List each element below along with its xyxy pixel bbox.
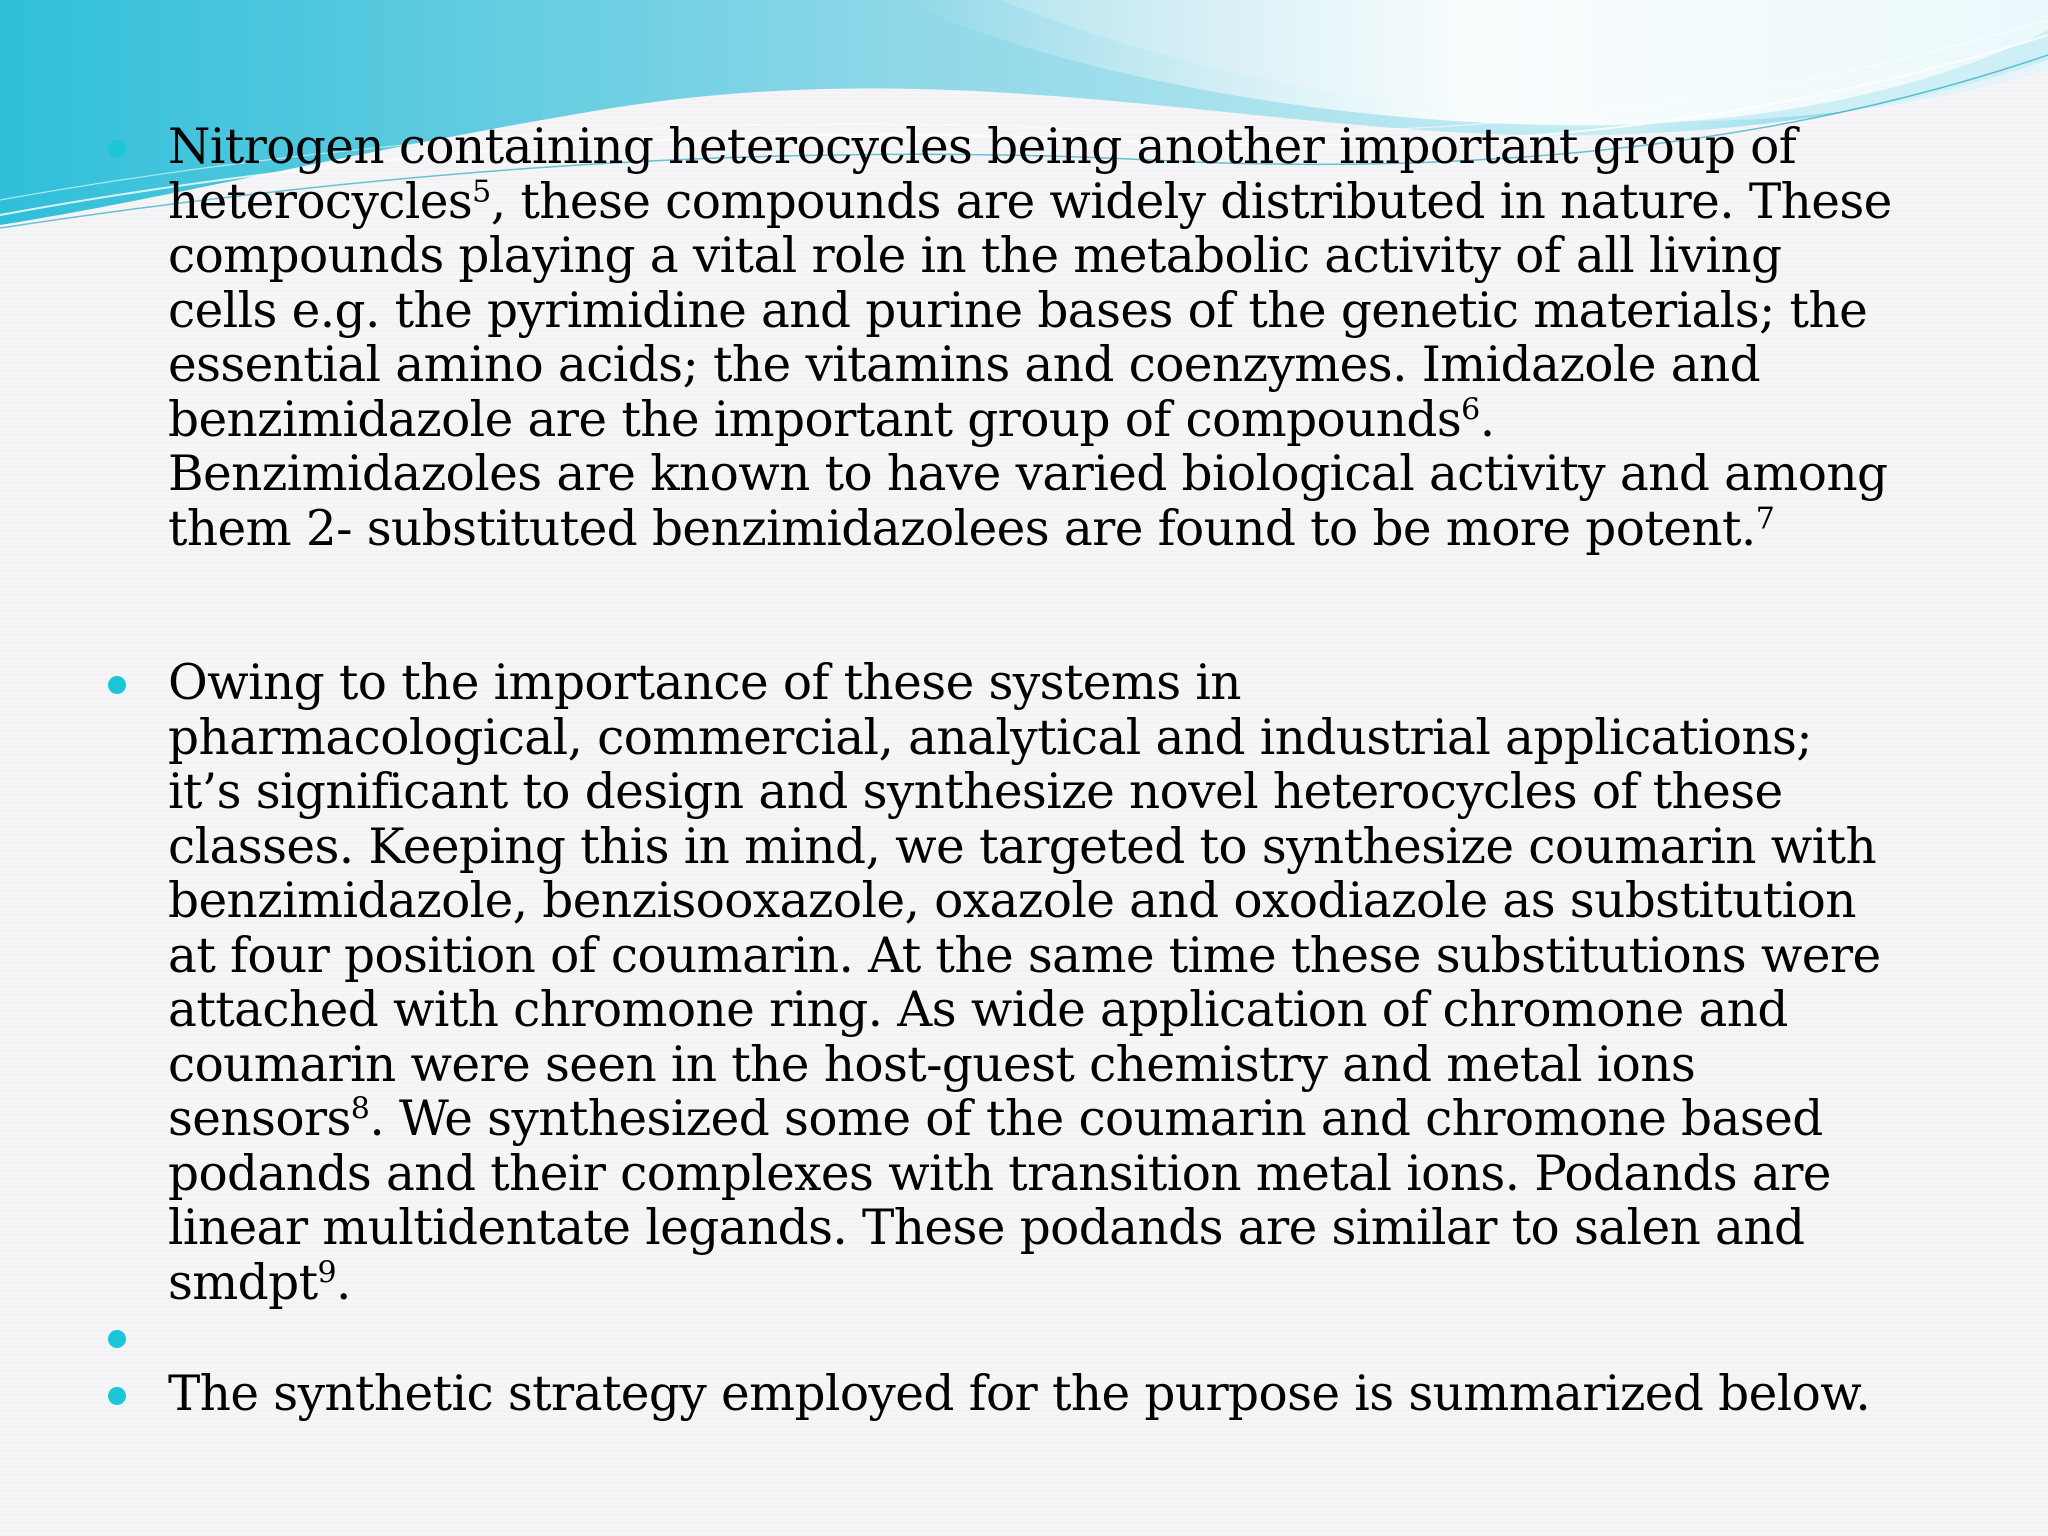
text-line (168, 765, 2008, 820)
text-segment: coumarin were seen in the host-guest chemistry and metal ions (168, 1036, 1696, 1093)
bullet-3-empty (108, 1310, 2008, 1365)
text-line (168, 1147, 2008, 1202)
text-segment: benzimidazole, benzisooxazole, oxazole and oxodiazole as substitution (168, 873, 1856, 929)
text-line (168, 338, 2008, 393)
bullet-dot-icon (108, 140, 126, 158)
text-line (168, 1038, 2008, 1093)
text-line (168, 929, 2008, 984)
text-segment: cells e.g. the pyrimidine and purine bases of the genetic materials; the (168, 282, 1868, 339)
text-segment: pharmacological, commercial, analytical and industrial applications; (168, 709, 1813, 766)
text-line (168, 711, 2008, 766)
text-line (168, 1092, 2008, 1147)
text-line (168, 229, 2008, 284)
text-line (168, 175, 2008, 230)
text-line (168, 820, 2008, 875)
text-segment: attached with chromone ring. As wide application of chromone and (168, 982, 1788, 1038)
text-line (168, 1201, 2008, 1256)
text-line (168, 120, 2008, 175)
text-segment: . (1479, 391, 1495, 448)
superscript-reference: 7 (1755, 500, 1775, 536)
text-line (168, 284, 2008, 339)
text-segment: smdpt (168, 1254, 318, 1311)
text-line (168, 874, 2008, 929)
text-segment: heterocycles (168, 173, 473, 230)
text-line (168, 1367, 2008, 1422)
text-segment: Owing to the importance of these systems in (168, 655, 1241, 711)
text-segment: The synthetic strategy employed for the purpose is summarized below. (168, 1365, 1871, 1422)
text-segment: . We synthesized some of the coumarin and chromone based (369, 1091, 1823, 1147)
text-line (168, 983, 2008, 1038)
bullet-4 (108, 1367, 2008, 1422)
text-segment: sensors (168, 1091, 351, 1147)
text-segment: Nitrogen containing heterocycles being another important group of (168, 119, 1797, 175)
text-segment: essential amino acids; the vitamins and coenzymes. Imidazole and (168, 337, 1761, 393)
text-segment: it’s significant to design and synthesize novel heterocycles of these (168, 764, 1783, 820)
bullet-dot-icon (108, 1330, 126, 1348)
text-line (168, 502, 2008, 557)
slide-content (108, 120, 2008, 1421)
text-segment: them 2- substituted benzimidazolees are found to be more potent. (168, 500, 1756, 557)
text-segment: linear multidentate legands. These podands are similar to salen and (168, 1200, 1805, 1256)
bullet-dot-icon (108, 1387, 126, 1405)
superscript-reference: 8 (350, 1091, 370, 1127)
superscript-reference: 5 (472, 173, 491, 209)
text-segment: compounds playing a vital role in the metabolic activity of all living (168, 228, 1782, 284)
superscript-reference: 9 (317, 1254, 336, 1290)
text-line (168, 656, 2008, 711)
bullet-2 (108, 656, 2008, 1310)
text-line (168, 1256, 2008, 1311)
text-segment: benzimidazole are the important group of compounds (168, 391, 1462, 448)
bullet-1 (108, 120, 2008, 556)
text-segment: podands and their complexes with transition metal ions. Podands are (168, 1145, 1831, 1202)
text-line (168, 393, 2008, 448)
superscript-reference: 6 (1461, 391, 1480, 427)
text-segment: at four position of coumarin. At the same time these substitutions were (168, 927, 1881, 984)
text-segment: classes. Keeping this in mind, we targeted to synthesize coumarin with (168, 818, 1877, 875)
text-line (168, 447, 2008, 502)
text-segment: Benzimidazoles are known to have varied biological activity and among (168, 446, 1888, 502)
text-segment: , these compounds are widely distributed in nature. These (490, 173, 1892, 230)
bullet-dot-icon (108, 676, 126, 694)
text-segment: . (336, 1254, 351, 1311)
